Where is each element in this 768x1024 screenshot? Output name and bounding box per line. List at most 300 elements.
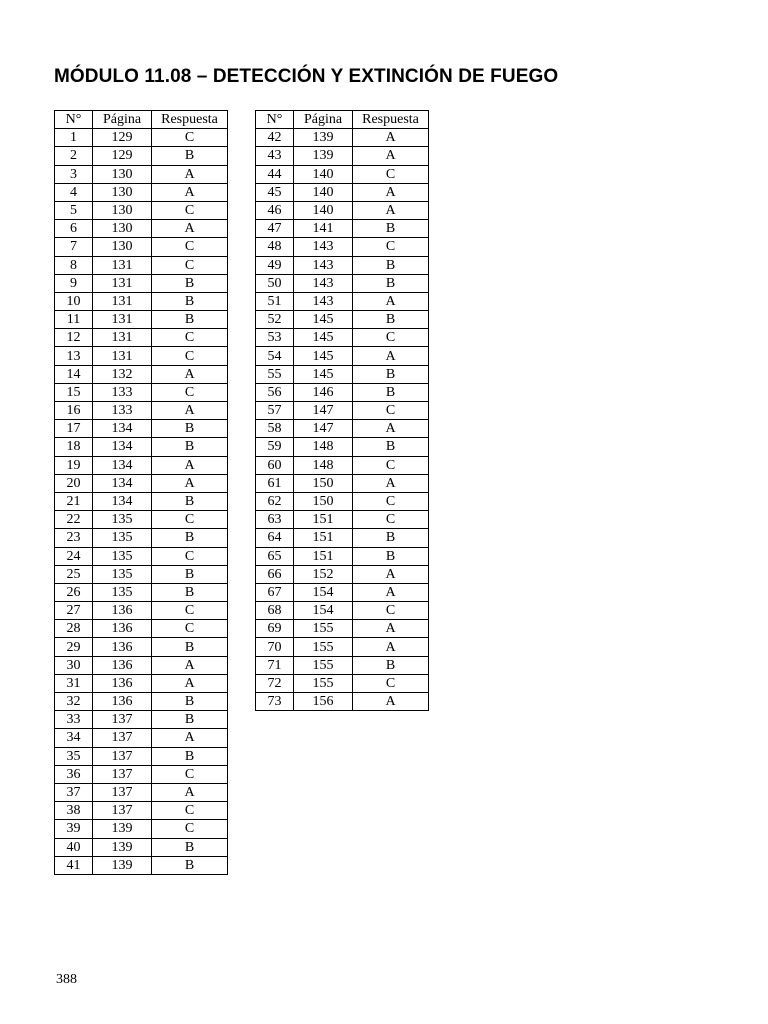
cell-page: 140	[294, 183, 353, 201]
table-row	[55, 456, 228, 474]
cell-page: 130	[93, 220, 152, 238]
table-row	[55, 238, 228, 256]
cell-number: 34	[55, 729, 93, 747]
cell-number: 67	[256, 583, 294, 601]
cell-number: 62	[256, 492, 294, 510]
cell-answer: C	[353, 602, 429, 620]
table-row	[55, 674, 228, 692]
cell-number: 38	[55, 802, 93, 820]
table-row	[55, 583, 228, 601]
cell-answer: B	[353, 311, 429, 329]
table-row	[55, 529, 228, 547]
table-row	[55, 802, 228, 820]
cell-page: 134	[93, 456, 152, 474]
cell-answer: C	[152, 347, 228, 365]
table-row	[256, 620, 429, 638]
cell-answer: A	[353, 147, 429, 165]
cell-answer: C	[152, 765, 228, 783]
cell-answer: A	[152, 474, 228, 492]
table-row	[256, 492, 429, 510]
cell-number: 55	[256, 365, 294, 383]
cell-number: 59	[256, 438, 294, 456]
table-row	[55, 220, 228, 238]
cell-answer: A	[152, 729, 228, 747]
page-title: MÓDULO 11.08 – DETECCIÓN Y EXTINCIÓN DE FUEGO	[54, 66, 559, 87]
table-row	[55, 547, 228, 565]
cell-number: 57	[256, 402, 294, 420]
cell-page: 140	[294, 201, 353, 219]
cell-answer: A	[353, 693, 429, 711]
cell-number: 71	[256, 656, 294, 674]
cell-answer: A	[152, 220, 228, 238]
table-row	[55, 820, 228, 838]
table-row	[55, 620, 228, 638]
cell-answer: C	[152, 201, 228, 219]
cell-answer: A	[152, 183, 228, 201]
cell-answer: B	[152, 438, 228, 456]
table-row	[256, 438, 429, 456]
cell-page: 145	[294, 347, 353, 365]
cell-page: 155	[294, 620, 353, 638]
table-row	[55, 747, 228, 765]
cell-answer: B	[152, 565, 228, 583]
table-row	[256, 402, 429, 420]
table-row	[55, 602, 228, 620]
table-row	[256, 165, 429, 183]
cell-answer: B	[152, 583, 228, 601]
table-row	[256, 329, 429, 347]
cell-answer: B	[353, 383, 429, 401]
table-row	[55, 838, 228, 856]
cell-number: 40	[55, 838, 93, 856]
cell-answer: A	[353, 129, 429, 147]
cell-number: 23	[55, 529, 93, 547]
cell-page: 150	[294, 474, 353, 492]
table-row	[55, 420, 228, 438]
cell-number: 20	[55, 474, 93, 492]
table-row	[55, 311, 228, 329]
cell-page: 134	[93, 420, 152, 438]
table-row	[256, 638, 429, 656]
cell-page: 137	[93, 783, 152, 801]
table-row	[256, 383, 429, 401]
cell-answer: A	[353, 583, 429, 601]
cell-number: 6	[55, 220, 93, 238]
cell-answer: C	[353, 165, 429, 183]
table-row	[55, 693, 228, 711]
cell-page: 134	[93, 474, 152, 492]
cell-page: 143	[294, 292, 353, 310]
cell-answer: C	[152, 129, 228, 147]
header-answer: Respuesta	[353, 111, 429, 129]
cell-number: 32	[55, 693, 93, 711]
cell-page: 143	[294, 256, 353, 274]
table-row	[256, 583, 429, 601]
cell-answer: C	[152, 238, 228, 256]
cell-answer: C	[152, 620, 228, 638]
cell-number: 52	[256, 311, 294, 329]
table-row	[256, 201, 429, 219]
cell-page: 130	[93, 201, 152, 219]
table-row	[55, 638, 228, 656]
cell-number: 58	[256, 420, 294, 438]
cell-number: 7	[55, 238, 93, 256]
cell-number: 5	[55, 201, 93, 219]
table-row	[55, 383, 228, 401]
cell-page: 133	[93, 402, 152, 420]
cell-page: 147	[294, 420, 353, 438]
cell-number: 60	[256, 456, 294, 474]
cell-number: 61	[256, 474, 294, 492]
cell-answer: C	[353, 674, 429, 692]
cell-number: 64	[256, 529, 294, 547]
table-row	[256, 292, 429, 310]
cell-answer: C	[353, 511, 429, 529]
cell-answer: B	[353, 365, 429, 383]
cell-number: 12	[55, 329, 93, 347]
cell-page: 146	[294, 383, 353, 401]
cell-number: 19	[55, 456, 93, 474]
cell-number: 26	[55, 583, 93, 601]
cell-answer: B	[152, 747, 228, 765]
cell-number: 53	[256, 329, 294, 347]
cell-answer: A	[353, 183, 429, 201]
cell-number: 73	[256, 693, 294, 711]
cell-number: 70	[256, 638, 294, 656]
table-row	[256, 220, 429, 238]
cell-answer: B	[353, 529, 429, 547]
cell-number: 48	[256, 238, 294, 256]
cell-page: 151	[294, 511, 353, 529]
cell-number: 24	[55, 547, 93, 565]
cell-number: 45	[256, 183, 294, 201]
cell-number: 21	[55, 492, 93, 510]
cell-number: 50	[256, 274, 294, 292]
cell-page: 156	[294, 693, 353, 711]
cell-number: 17	[55, 420, 93, 438]
header-number: N°	[256, 111, 294, 129]
cell-number: 37	[55, 783, 93, 801]
cell-page: 150	[294, 492, 353, 510]
cell-answer: B	[152, 311, 228, 329]
cell-answer: A	[152, 402, 228, 420]
cell-number: 54	[256, 347, 294, 365]
cell-number: 16	[55, 402, 93, 420]
table-row	[55, 783, 228, 801]
cell-answer: B	[353, 656, 429, 674]
cell-answer: B	[353, 256, 429, 274]
table-header-row	[256, 111, 429, 129]
cell-number: 9	[55, 274, 93, 292]
cell-number: 14	[55, 365, 93, 383]
table-row	[55, 729, 228, 747]
cell-number: 28	[55, 620, 93, 638]
table-row	[256, 602, 429, 620]
table-row	[256, 674, 429, 692]
cell-answer: A	[353, 474, 429, 492]
cell-number: 22	[55, 511, 93, 529]
cell-page: 143	[294, 274, 353, 292]
cell-number: 56	[256, 383, 294, 401]
cell-answer: C	[152, 383, 228, 401]
cell-number: 49	[256, 256, 294, 274]
cell-answer: C	[152, 329, 228, 347]
cell-page: 148	[294, 438, 353, 456]
cell-number: 36	[55, 765, 93, 783]
cell-page: 135	[93, 583, 152, 601]
table-row	[55, 183, 228, 201]
table-row	[256, 238, 429, 256]
table-row	[256, 547, 429, 565]
cell-number: 68	[256, 602, 294, 620]
table-row	[55, 147, 228, 165]
cell-page: 136	[93, 638, 152, 656]
cell-number: 63	[256, 511, 294, 529]
cell-answer: C	[353, 329, 429, 347]
cell-number: 1	[55, 129, 93, 147]
cell-page: 145	[294, 329, 353, 347]
cell-page: 136	[93, 674, 152, 692]
table-row	[55, 256, 228, 274]
cell-answer: B	[152, 638, 228, 656]
cell-answer: C	[152, 547, 228, 565]
cell-answer: B	[353, 547, 429, 565]
cell-number: 33	[55, 711, 93, 729]
cell-answer: C	[152, 511, 228, 529]
cell-answer: A	[152, 456, 228, 474]
cell-page: 131	[93, 329, 152, 347]
cell-answer: A	[353, 638, 429, 656]
cell-answer: B	[152, 711, 228, 729]
cell-answer: C	[353, 492, 429, 510]
table-row	[256, 511, 429, 529]
table-row	[256, 147, 429, 165]
cell-number: 65	[256, 547, 294, 565]
cell-page: 137	[93, 747, 152, 765]
cell-page: 134	[93, 438, 152, 456]
cell-number: 30	[55, 656, 93, 674]
header-answer: Respuesta	[152, 111, 228, 129]
cell-page: 154	[294, 602, 353, 620]
cell-page: 154	[294, 583, 353, 601]
cell-answer: C	[152, 256, 228, 274]
table-row	[256, 656, 429, 674]
cell-number: 51	[256, 292, 294, 310]
table-row	[256, 693, 429, 711]
cell-page: 139	[93, 820, 152, 838]
cell-number: 72	[256, 674, 294, 692]
table-row	[256, 420, 429, 438]
cell-answer: B	[152, 529, 228, 547]
answer-table-right	[255, 110, 429, 711]
cell-number: 15	[55, 383, 93, 401]
table-row	[256, 565, 429, 583]
table-header-row	[55, 111, 228, 129]
table-row	[55, 402, 228, 420]
cell-page: 155	[294, 674, 353, 692]
cell-page: 136	[93, 656, 152, 674]
cell-answer: C	[152, 820, 228, 838]
cell-answer: A	[152, 365, 228, 383]
answer-table-left	[54, 110, 228, 875]
cell-number: 10	[55, 292, 93, 310]
cell-page: 131	[93, 311, 152, 329]
cell-page: 131	[93, 347, 152, 365]
cell-number: 47	[256, 220, 294, 238]
cell-page: 145	[294, 365, 353, 383]
table-row	[55, 165, 228, 183]
cell-page: 151	[294, 529, 353, 547]
cell-number: 46	[256, 201, 294, 219]
header-number: N°	[55, 111, 93, 129]
table-row	[55, 656, 228, 674]
table-row	[55, 292, 228, 310]
cell-page: 136	[93, 620, 152, 638]
cell-page: 145	[294, 311, 353, 329]
table-row	[256, 256, 429, 274]
table-row	[55, 201, 228, 219]
table-row	[256, 183, 429, 201]
cell-number: 11	[55, 311, 93, 329]
cell-page: 139	[93, 838, 152, 856]
cell-page: 135	[93, 529, 152, 547]
table-row	[55, 274, 228, 292]
table-row	[256, 529, 429, 547]
cell-answer: B	[152, 693, 228, 711]
cell-answer: B	[353, 220, 429, 238]
cell-number: 29	[55, 638, 93, 656]
cell-answer: A	[152, 674, 228, 692]
table-row	[55, 565, 228, 583]
table-row	[55, 347, 228, 365]
cell-page: 130	[93, 165, 152, 183]
table-row	[55, 474, 228, 492]
cell-answer: C	[353, 456, 429, 474]
cell-number: 3	[55, 165, 93, 183]
cell-answer: A	[353, 620, 429, 638]
cell-number: 66	[256, 565, 294, 583]
cell-page: 137	[93, 765, 152, 783]
cell-answer: B	[152, 147, 228, 165]
cell-page: 130	[93, 238, 152, 256]
cell-answer: B	[152, 838, 228, 856]
cell-page: 135	[93, 547, 152, 565]
cell-number: 4	[55, 183, 93, 201]
cell-answer: C	[353, 238, 429, 256]
cell-answer: A	[152, 165, 228, 183]
table-row	[55, 711, 228, 729]
cell-answer: B	[353, 438, 429, 456]
table-row	[256, 474, 429, 492]
table-row	[256, 311, 429, 329]
cell-page: 148	[294, 456, 353, 474]
cell-page: 135	[93, 565, 152, 583]
table-row	[256, 347, 429, 365]
table-row	[55, 492, 228, 510]
table-row	[55, 129, 228, 147]
cell-number: 18	[55, 438, 93, 456]
cell-page: 137	[93, 729, 152, 747]
cell-page: 137	[93, 802, 152, 820]
cell-page: 137	[93, 711, 152, 729]
cell-page: 133	[93, 383, 152, 401]
cell-answer: B	[353, 274, 429, 292]
cell-number: 39	[55, 820, 93, 838]
cell-answer: C	[353, 402, 429, 420]
cell-answer: B	[152, 420, 228, 438]
cell-answer: A	[353, 565, 429, 583]
cell-number: 43	[256, 147, 294, 165]
cell-number: 27	[55, 602, 93, 620]
cell-answer: B	[152, 292, 228, 310]
cell-page: 131	[93, 274, 152, 292]
cell-answer: B	[152, 274, 228, 292]
cell-answer: A	[353, 347, 429, 365]
cell-answer: A	[152, 783, 228, 801]
cell-page: 139	[294, 147, 353, 165]
cell-number: 41	[55, 856, 93, 874]
cell-page: 129	[93, 147, 152, 165]
table-row	[55, 438, 228, 456]
cell-page: 131	[93, 256, 152, 274]
table-row	[55, 365, 228, 383]
cell-answer: A	[353, 420, 429, 438]
header-page: Página	[294, 111, 353, 129]
table-row	[55, 856, 228, 874]
cell-page: 147	[294, 402, 353, 420]
header-page: Página	[93, 111, 152, 129]
page-number: 388	[56, 972, 77, 987]
cell-number: 31	[55, 674, 93, 692]
cell-number: 35	[55, 747, 93, 765]
cell-page: 155	[294, 638, 353, 656]
table-row	[256, 274, 429, 292]
cell-page: 152	[294, 565, 353, 583]
cell-page: 141	[294, 220, 353, 238]
cell-page: 131	[93, 292, 152, 310]
cell-page: 132	[93, 365, 152, 383]
cell-answer: A	[353, 292, 429, 310]
cell-answer: C	[152, 802, 228, 820]
table-row	[256, 456, 429, 474]
cell-number: 2	[55, 147, 93, 165]
cell-page: 129	[93, 129, 152, 147]
table-row	[55, 511, 228, 529]
table-row	[55, 329, 228, 347]
table-row	[256, 129, 429, 147]
cell-number: 44	[256, 165, 294, 183]
table-row	[256, 365, 429, 383]
cell-page: 155	[294, 656, 353, 674]
cell-number: 13	[55, 347, 93, 365]
cell-number: 25	[55, 565, 93, 583]
cell-page: 139	[294, 129, 353, 147]
cell-page: 130	[93, 183, 152, 201]
cell-answer: C	[152, 602, 228, 620]
cell-answer: B	[152, 492, 228, 510]
cell-number: 8	[55, 256, 93, 274]
cell-number: 42	[256, 129, 294, 147]
cell-page: 136	[93, 693, 152, 711]
cell-page: 134	[93, 492, 152, 510]
cell-page: 139	[93, 856, 152, 874]
cell-answer: A	[353, 201, 429, 219]
table-row	[55, 765, 228, 783]
cell-number: 69	[256, 620, 294, 638]
cell-answer: B	[152, 856, 228, 874]
cell-page: 135	[93, 511, 152, 529]
cell-page: 151	[294, 547, 353, 565]
